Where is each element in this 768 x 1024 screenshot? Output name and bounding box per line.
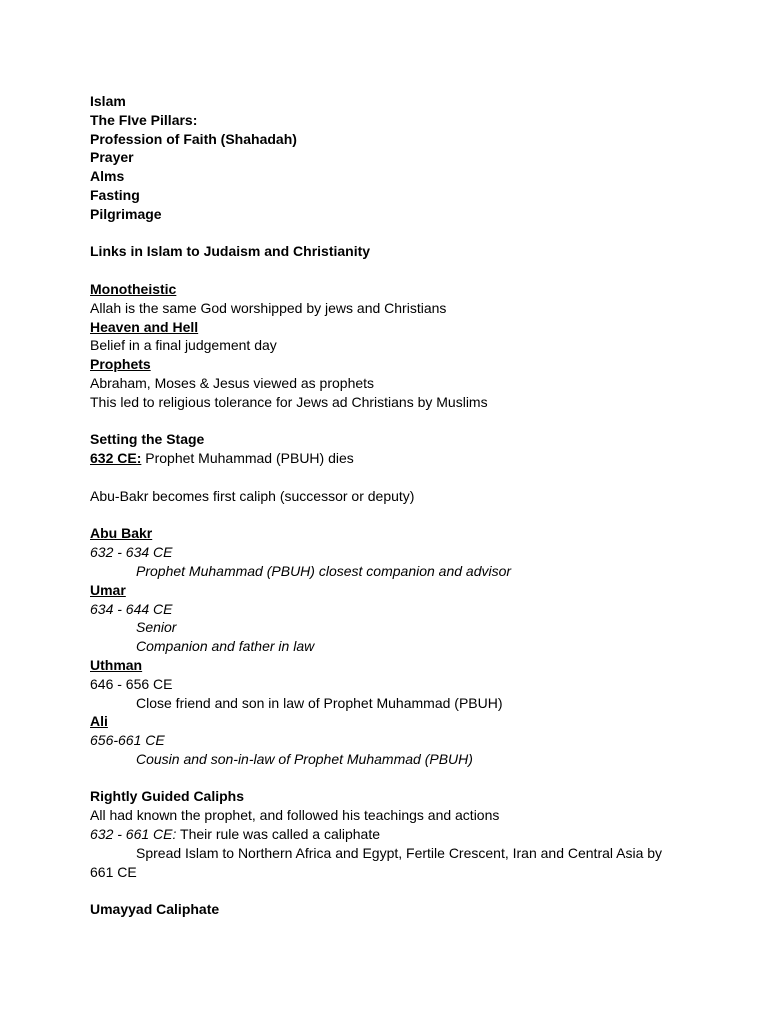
pillar-item: Alms bbox=[90, 168, 125, 185]
pillar-item: Pilgrimage bbox=[90, 205, 162, 222]
umar-desc: Senior bbox=[136, 619, 177, 636]
uthman-name: Uthman bbox=[90, 656, 143, 673]
pillar-item: Fasting bbox=[90, 186, 140, 203]
monotheistic-text: Allah is the same God worshipped by jews and Christians bbox=[90, 299, 447, 316]
five-pillars-heading: The FIve Pillars: bbox=[90, 111, 198, 128]
tolerance-text: This led to religious tolerance for Jews ad Christians by Muslims bbox=[90, 393, 488, 410]
subject-heading: Islam bbox=[90, 93, 126, 109]
spacer bbox=[90, 224, 690, 243]
uthman-dates: 646 - 656 CE bbox=[90, 675, 173, 692]
uthman-desc: Close friend and son in law of Prophet Muhammad (PBUH) bbox=[136, 694, 503, 711]
stage-heading: Setting the Stage bbox=[90, 431, 205, 448]
spread-text-continued: 661 CE bbox=[90, 863, 137, 880]
prophets-text: Abraham, Moses & Jesus viewed as prophets bbox=[90, 374, 375, 391]
pillar-item: Prayer bbox=[90, 149, 134, 166]
stage-date-label: 632 CE: bbox=[90, 450, 142, 467]
document-body bbox=[90, 92, 690, 919]
links-heading: Links in Islam to Judaism and Christianity bbox=[90, 243, 371, 260]
stage-date-line bbox=[90, 449, 690, 468]
heaven-hell-text: Belief in a final judgement day bbox=[90, 337, 277, 354]
heaven-hell-term: Heaven and Hell bbox=[90, 318, 199, 335]
spacer bbox=[90, 261, 690, 280]
ali-desc: Cousin and son-in-law of Prophet Muhammad (PBUH) bbox=[136, 750, 473, 767]
umar-dates: 634 - 644 CE bbox=[90, 600, 173, 617]
caliphate-date-text: Their rule was called a caliphate bbox=[176, 826, 381, 843]
spacer bbox=[90, 881, 690, 900]
abu-bakr-dates: 632 - 634 CE bbox=[90, 544, 173, 561]
umar-name: Umar bbox=[90, 581, 126, 598]
prophets-term: Prophets bbox=[90, 356, 151, 373]
spacer bbox=[90, 769, 690, 788]
umayyad-heading: Umayyad Caliphate bbox=[90, 901, 220, 918]
umar-desc: Companion and father in law bbox=[136, 638, 315, 655]
caliphate-date-line bbox=[90, 825, 690, 844]
ali-dates: 656-661 CE bbox=[90, 732, 165, 749]
spacer bbox=[90, 412, 690, 431]
caliphate-date-label: 632 - 661 CE: bbox=[90, 826, 177, 843]
rightly-guided-heading: Rightly Guided Caliphs bbox=[90, 788, 245, 805]
ali-name: Ali bbox=[90, 713, 108, 730]
monotheistic-term: Monotheistic bbox=[90, 280, 177, 297]
rightly-guided-text: All had known the prophet, and followed his teachings and actions bbox=[90, 807, 500, 824]
pillar-item: Profession of Faith (Shahadah) bbox=[90, 130, 297, 147]
spread-text: Spread Islam to Northern Africa and Egypt, Fertile Crescent, Iran and Central Asia by bbox=[136, 844, 663, 861]
spacer bbox=[90, 506, 690, 525]
abu-bakr-desc: Prophet Muhammad (PBUH) closest companion and advisor bbox=[136, 562, 512, 579]
stage-date-text: Prophet Muhammad (PBUH) dies bbox=[141, 450, 354, 467]
abu-bakr-name: Abu Bakr bbox=[90, 525, 153, 542]
first-caliph-text: Abu-Bakr becomes first caliph (successor or deputy) bbox=[90, 487, 415, 504]
spacer bbox=[90, 468, 690, 487]
